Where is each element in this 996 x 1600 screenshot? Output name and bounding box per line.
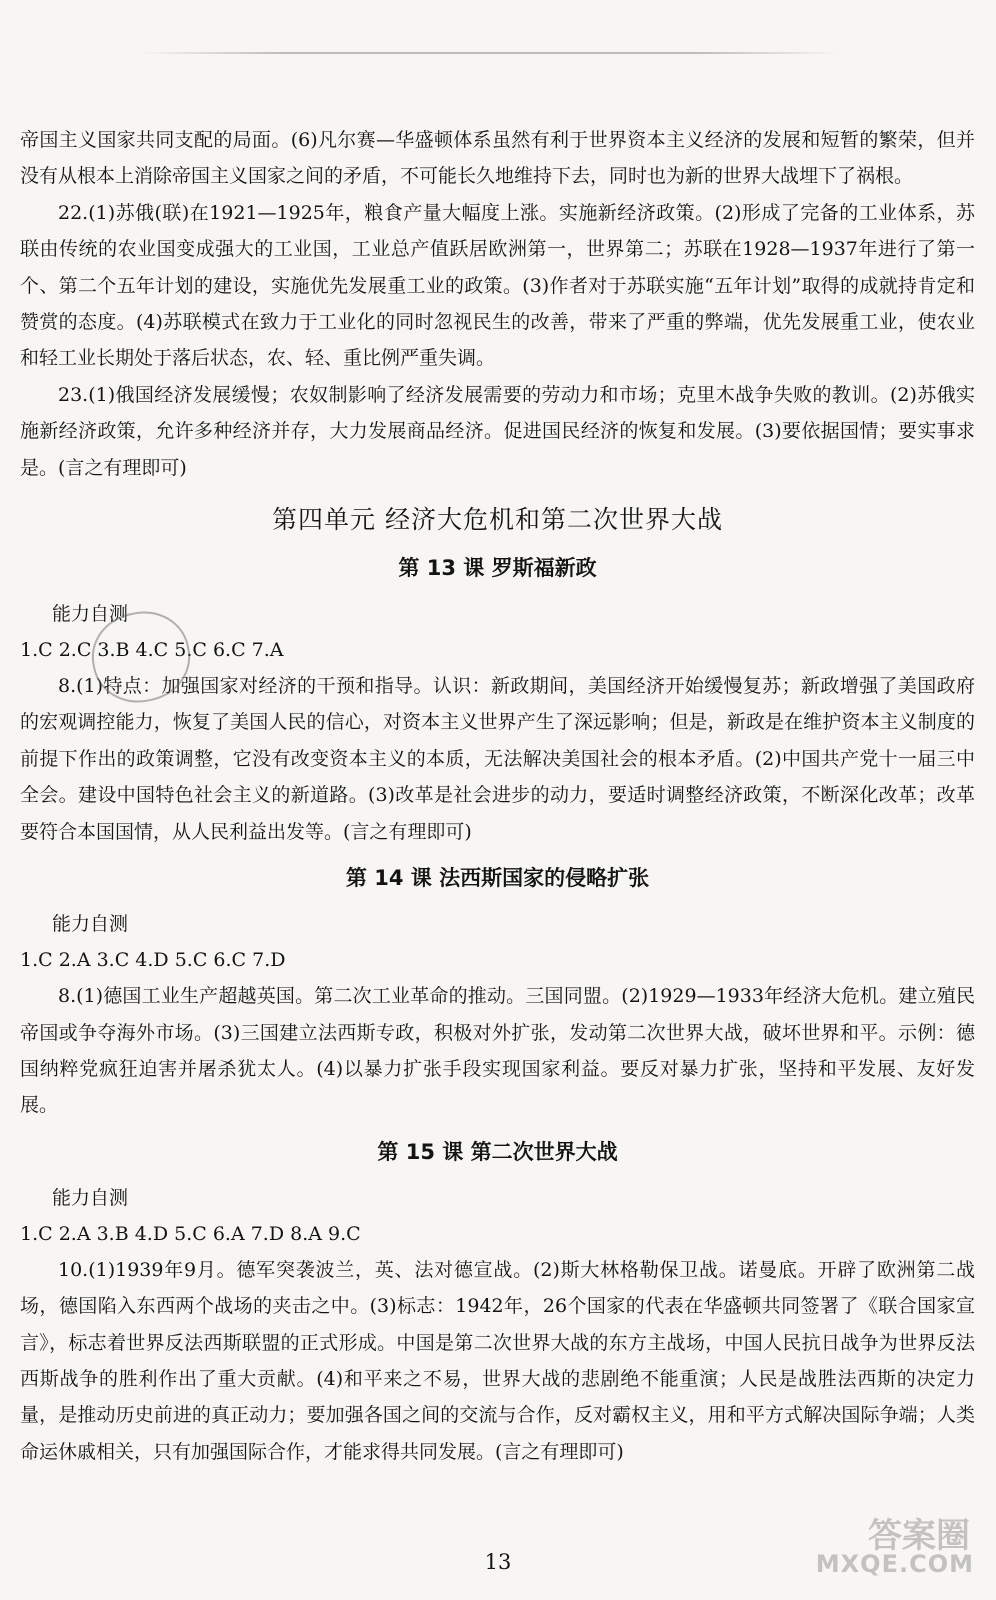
watermark-logo-url: MXQE.COM: [815, 1550, 974, 1578]
lesson-13-title: 第 13 课 罗斯福新政: [398, 556, 597, 581]
lesson-13-answer-text: 8.(1)特点：加强国家对经济的干预和指导。认识：新政期间，美国经济开始缓慢复苏；新政增强了美国政府的宏观调控能力，恢复了美国人民的信心，对资本主义世界产生了深远影响；但是，新政是在维护资本主义制度的前提下作出的政策调整，它没有改变资本主义的本质，无法解决美国社会的根本矛盾。(2)中国共产党十一届三中全会。建设中国特色社会主义的新道路。(3)改革是社会进步的动力，要适时调整经济政策，不断深化改革；改革要符合本国国情，从人民利益出发等。(言之有理即可): [20, 675, 975, 843]
lesson-13-section-label: 能力自测: [52, 603, 129, 626]
paragraph-q22: 22.(1)苏俄(联)在1921—1925年，粮食产量大幅度上涨。实施新经济政策。(2)形成了完备的工业体系，苏联由传统的农业国变成强大的工业国，工业总产值跃居欧洲第一，世界第二；苏联在1928—1937年进行了第一个、第二个五年计划的建设，实施优先发展重工业的政策。(3)作者对于苏联实施“五年计划”取得的成就持肯定和赞赏的态度。(4)苏联模式在致力于工业化的同时忽视民生的改善，带来了严重的弊端，优先发展重工业，使农业和轻工业长期处于落后状态，农、轻、重比例严重失调。: [20, 201, 975, 370]
paragraph-q23: 23.(1)俄国经济发展缓慢；农奴制影响了经济发展需要的劳动力和市场；克里木战争失败的教训。(2)苏俄实施新经济政策，允许多种经济并存，大力发展商品经济。促进国民经济的恢复和发展。(3)要依据国情；要实事求是。(言之有理即可): [20, 383, 975, 479]
lesson-14-section-label: 能力自测: [52, 913, 129, 936]
paragraph-continued: 帝国主义国家共同支配的局面。(6)凡尔赛—华盛顿体系虽然有利于世界资本主义经济的发展和短暂的繁荣，但并没有从根本上消除帝国主义国家之间的矛盾，不可能长久地维持下去，同时也为新的世界大战埋下了祸根。: [20, 129, 975, 188]
page-content: [20, 122, 975, 1470]
lesson-15-choice-answers: 1.C 2.A 3.B 4.D 5.C 6.A 7.D 8.A 9.C: [20, 1222, 361, 1245]
lesson-15-answer-text: 10.(1)1939年9月。德军突袭波兰，英、法对德宣战。(2)斯大林格勒保卫战。诺曼底。开辟了欧洲第二战场，德国陷入东西两个战场的夹击之中。(3)标志：1942年，26个国家的代表在华盛顿共同签署了《联合国家宣言》，标志着世界反法西斯联盟的正式形成。中国是第二次世界大战的东方主战场，中国人民抗日战争为世界反法西斯战争的胜利作出了重大贡献。(4)和平来之不易，世界大战的悲剧绝不能重演；人民是战胜法西斯的决定力量，是推动历史前进的真正动力；要加强各国之间的交流与合作，反对霸权主义，用和平方式解决国际争端；人类命运休戚相关，只有加强国际合作，才能求得共同发展。(言之有理即可): [20, 1258, 975, 1463]
page-number: 13: [484, 1550, 512, 1574]
unit-title: 第四单元 经济大危机和第二次世界大战: [272, 505, 723, 535]
lesson-14-answer-text: 8.(1)德国工业生产超越英国。第二次工业革命的推动。三国同盟。(2)1929—1933年经济大危机。建立殖民帝国或争夺海外市场。(3)三国建立法西斯专政，积极对外扩张，发动第二次世界大战，破坏世界和平。示例：德国纳粹党疯狂迫害并屠杀犹太人。(4)以暴力扩张手段实现国家利益。要反对暴力扩张，坚持和平发展、友好发展。: [20, 985, 975, 1117]
lesson-15-section-label: 能力自测: [52, 1186, 129, 1209]
watermark-logo-cn: 答案圈: [868, 1516, 970, 1556]
lesson-14-choice-answers: 1.C 2.A 3.C 4.D 5.C 6.C 7.D: [20, 949, 286, 972]
lesson-15-title: 第 15 课 第二次世界大战: [377, 1139, 618, 1164]
lesson-13-choice-answers: 1.C 2.C 3.B 4.C 5.C 6.C 7.A: [20, 639, 284, 662]
lesson-14-title: 第 14 课 法西斯国家的侵略扩张: [345, 866, 650, 891]
header-rule: [140, 52, 840, 54]
